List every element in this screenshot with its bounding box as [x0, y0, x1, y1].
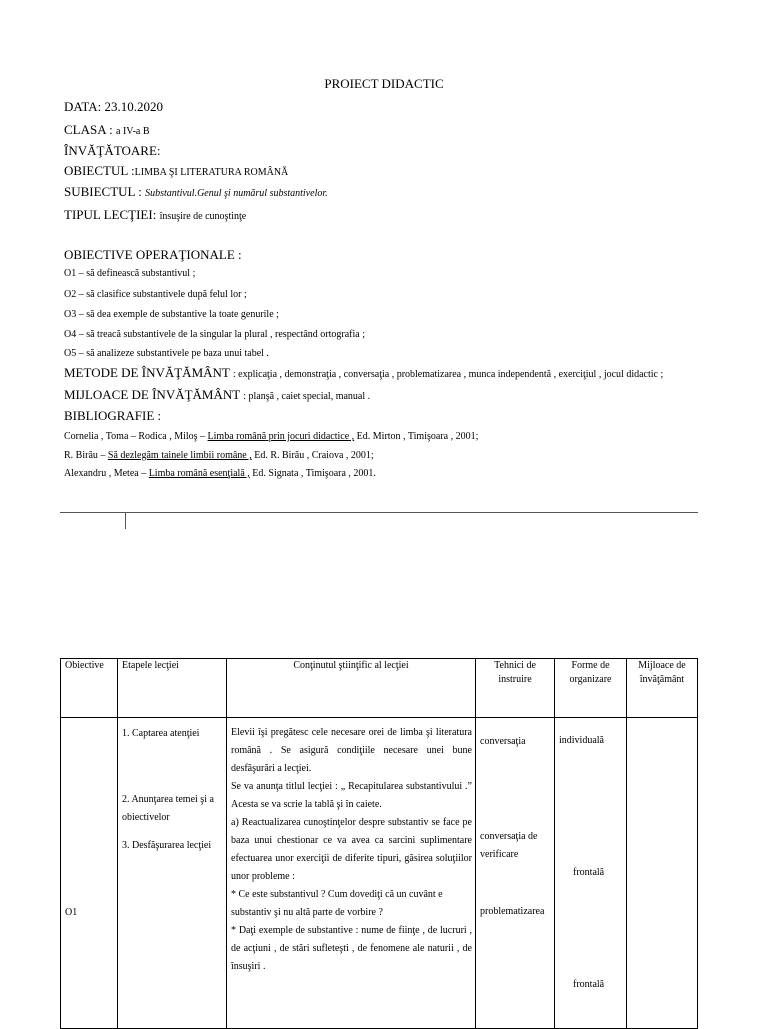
class-line: [64, 122, 150, 138]
means-label: MIJLOACE DE ÎNVĂŢĂMÂNT: [64, 387, 240, 402]
content-paragraph: a) Reactualizarea cunoştinţelor despre substantiv se face pe baza unui chestionar ce va avea ca sarcini suplimentare efectuarea unor exerciţii de diferite tipuri, găsirea soluţiilor unor probleme :: [231, 817, 472, 882]
horizontal-divider: [60, 512, 698, 513]
techniques-cell: [476, 718, 555, 1029]
objective-item: O1 – să definească substantivul ;: [64, 268, 196, 279]
date-line: [64, 99, 163, 115]
content-paragraph: Elevii îşi pregătesc cele necesare orei de limba şi literatura română . Se asigură condiţiile necesare unei bune desfăşurări a lecţiei.: [231, 727, 472, 774]
content-paragraph: * Ce este substantivul ? Cum dovediţi că un cuvânt e: [231, 889, 443, 900]
lesson-type-line: [64, 207, 246, 223]
teacher-label: ÎNVĂŢĂTOARE:: [64, 143, 161, 158]
content-paragraph: substantiv şi nu altă parte de vorbire ?: [231, 907, 383, 918]
header-objectives: Obiective: [61, 659, 118, 718]
divider-tick: [125, 513, 126, 529]
document-title: PROIECT DIDACTIC: [324, 76, 444, 91]
objective-code: O1: [65, 907, 78, 918]
bib-title: Limba română esenţială ,: [148, 468, 250, 479]
header-means: Mijloace de învăţământ: [627, 659, 698, 718]
forms-cell: [555, 718, 627, 1029]
stage-item: 3. Desfăşurarea lecţiei: [122, 840, 212, 851]
content-cell: [227, 718, 476, 1029]
objective-item: O4 – să treacă substantivele de la singular la plural , respectând ortografia ;: [64, 329, 365, 340]
lesson-plan-table: [60, 658, 698, 1029]
objective-item: O3 – să dea exemple de substantive la toate genurile ;: [64, 309, 279, 320]
bib-publisher: Ed. Signata , Timişoara , 2001.: [249, 468, 376, 479]
bibliography-entry: [64, 431, 478, 442]
header-stages: Etapele lecţiei: [118, 659, 227, 718]
topic-value: Substantivul.Genul şi numărul substantivelor.: [145, 188, 328, 199]
bib-authors: R. Birău –: [64, 450, 108, 461]
means-value: : planşă , caiet special, manual .: [243, 391, 371, 402]
header-techniques: Tehnici de instruire: [476, 659, 555, 718]
lesson-type-value: însuşire de cunoştinţe: [159, 211, 247, 222]
bib-authors: Alexandru , Metea –: [64, 468, 149, 479]
header-forms: Forme de organizare: [555, 659, 627, 718]
objective-item: O5 – să analizeze substantivele pe baza unui tabel .: [64, 348, 269, 359]
form-item: frontală: [573, 979, 605, 990]
means-cell: [627, 718, 698, 1029]
form-item: individuală: [559, 735, 604, 746]
technique-item: conversaţia: [480, 736, 526, 747]
objectives-heading: OBIECTIVE OPERAŢIONALE :: [64, 247, 242, 262]
form-item: frontală: [573, 867, 605, 878]
date-value: 23.10.2020: [104, 99, 163, 114]
stages-cell: [118, 718, 227, 1029]
bib-title: Limba română prin jocuri didactice ,: [207, 431, 355, 442]
methods-value: : explicaţia , demonstraţia , conversaţia , problematizarea , munca independentă , exerciţiul , jocul didactic ;: [232, 369, 664, 380]
class-value: a IV-a B: [116, 126, 150, 137]
objective-cell: [61, 718, 118, 1029]
bib-authors: Cornelia , Toma – Rodica , Miloş –: [64, 431, 208, 442]
bibliography-entry: [64, 468, 376, 479]
subject-label: OBIECTUL :: [64, 163, 135, 178]
content-paragraph: * Daţi exemple de substantive : nume de fiinţe , de lucruri , de acţiuni , de stări sufleteşti , de fenomene ale naturii , de însuşiri .: [231, 925, 472, 972]
means-line: [64, 387, 370, 403]
objective-item: O2 – să clasifice substantivele după felul lor ;: [64, 289, 247, 300]
technique-item: problematizarea: [480, 906, 545, 917]
content-paragraph: Se va anunţa titlul lecţiei : „ Recapitularea substantivului .” Acesta se va scrie la tablă şi în caiete.: [231, 781, 472, 810]
bibliography-heading: BIBLIOGRAFIE :: [64, 408, 162, 423]
topic-label: SUBIECTUL :: [64, 184, 142, 199]
subject-value: LIMBA ŞI LITERATURA ROMÂNĂ: [134, 167, 289, 178]
bib-title: Să dezlegăm tainele limbii române ,: [107, 450, 252, 461]
stage-item: 2. Anunţarea temei şi a obiectivelor: [122, 794, 214, 823]
technique-item: conversaţia de verificare: [480, 831, 538, 860]
stage-item: 1. Captarea atenţiei: [122, 728, 200, 739]
lesson-type-label: TIPUL LECŢIEI:: [64, 207, 157, 222]
table-row: [61, 718, 698, 1029]
class-label: CLASA :: [64, 122, 113, 137]
header-content: Conţinutul ştiinţific al lecţiei: [227, 659, 476, 718]
date-label: DATA:: [64, 99, 102, 114]
topic-line: [64, 184, 328, 200]
bibliography-entry: [64, 450, 374, 461]
bib-publisher: Ed. R. Birău , Craiova , 2001;: [251, 450, 374, 461]
methods-line: [64, 365, 663, 381]
bib-publisher: Ed. Mirton , Timişoara , 2001;: [354, 431, 479, 442]
content-text: [227, 718, 475, 976]
table-header-row: [61, 659, 698, 718]
methods-label: METODE DE ÎNVĂŢĂMÂNT: [64, 365, 230, 380]
subject-line: [64, 163, 288, 179]
